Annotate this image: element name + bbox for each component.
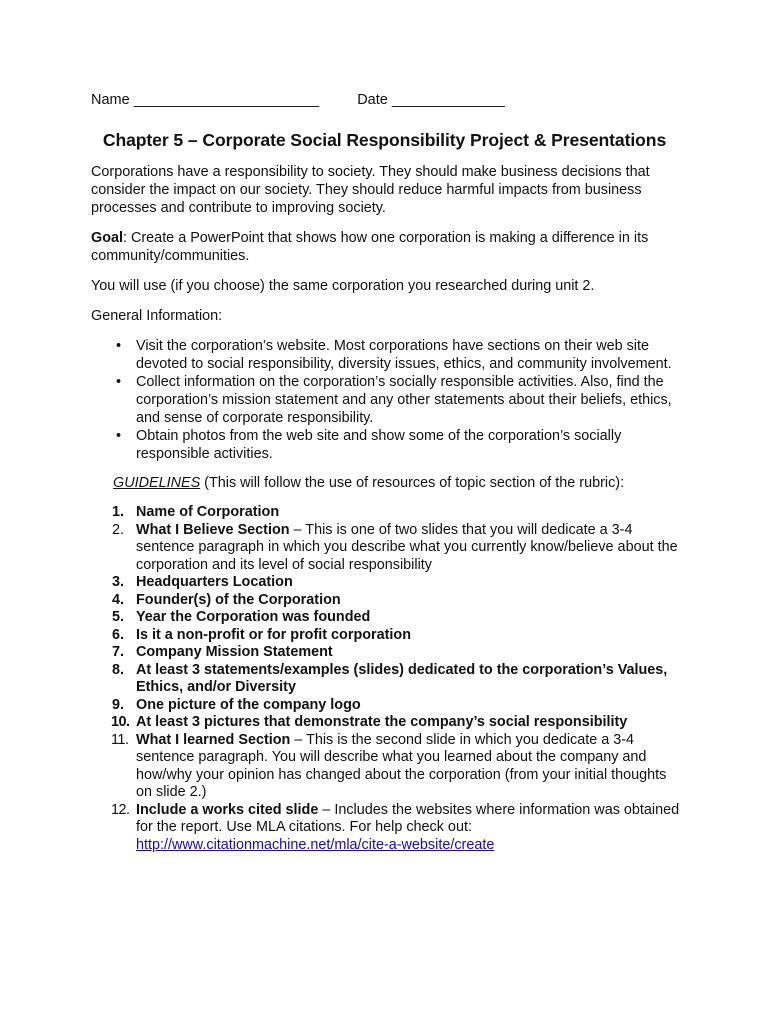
list-item (112, 504, 682, 522)
goal-paragraph (91, 229, 682, 265)
bullet-icon: • (116, 338, 122, 354)
list-item (111, 714, 682, 732)
item-number: 1. (112, 504, 125, 520)
item-title: Name of Corporation (136, 504, 280, 520)
page-title: Chapter 5 – Corporate Social Responsibility Project & Presentations (102, 130, 667, 150)
bullet-text: Visit the corporation’s website. Most corporations have sections on their web site devoted to social responsibility, diversity issues, ethics, and community involvement. (136, 338, 672, 372)
list-item (116, 427, 682, 463)
guidelines-note: (This will follow the use of resources of topic section of the rubric): (200, 475, 625, 491)
bullet-icon: • (116, 428, 122, 444)
list-item (112, 609, 682, 627)
item-number: 9. (112, 696, 125, 713)
item-title: Is it a non-profit or for profit corporation (136, 626, 411, 643)
header-line (91, 92, 682, 112)
item-number: 12. (111, 801, 130, 818)
bullet-icon: • (116, 374, 122, 390)
item-title: What I learned Section (136, 731, 291, 748)
item-number: 8. (112, 661, 125, 678)
list-item (111, 731, 682, 802)
list-item (111, 801, 682, 855)
bullet-text: Collect information on the corporation’s socially responsible activities. Also, find the corporation’s mission statement and any other statements about their beliefs, ethics, and sense of corporate responsibility. (136, 374, 672, 426)
list-item (112, 574, 682, 592)
item-number: 4. (112, 591, 125, 608)
date-field: Date ______________ (357, 92, 505, 108)
item-title: Founder(s) of the Corporation (136, 591, 341, 608)
general-info-list (91, 337, 682, 463)
list-item (112, 644, 682, 662)
item-title: Company Mission Statement (136, 644, 333, 660)
item-title: Headquarters Location (136, 574, 293, 590)
guidelines-list (91, 504, 682, 854)
item-title: At least 3 statements/examples (slides) dedicated to the corporation’s Values, Ethics, and/or Diversity (136, 661, 668, 695)
list-item (116, 373, 682, 427)
item-number: 6. (112, 626, 125, 643)
item-title: At least 3 pictures that demonstrate the company’s social responsibility (136, 714, 628, 730)
intro-paragraph: Corporations have a responsibility to society. They should make business decisions that consider the impact on our society. They should reduce harmful impacts from business processes and contribute to improving society. (91, 164, 650, 216)
list-item (112, 521, 682, 575)
item-number: 7. (112, 644, 125, 660)
item-number: 2. (112, 521, 125, 538)
list-item (112, 696, 682, 715)
item-number: 3. (112, 574, 125, 590)
goal-text: : Create a PowerPoint that shows how one corporation is making a difference in its community/communities. (91, 230, 649, 264)
list-item (112, 661, 682, 697)
list-item (112, 591, 682, 610)
item-text: – This is the second slide in which you dedicate a 3-4 sentence paragraph. You will describe what you learned about the company and how/why your opinion has changed about the corporation (from your initial thoughts on slide 2.) (136, 731, 667, 800)
name-field: Name _______________________ (91, 92, 320, 108)
goal-label: Goal (91, 230, 123, 246)
use-note: You will use (if you choose) the same corporation you researched during unit 2. (91, 278, 595, 294)
item-title: Year the Corporation was founded (136, 609, 371, 625)
item-title: Include a works cited slide (136, 801, 319, 818)
list-item (116, 337, 682, 373)
guidelines-heading (113, 474, 682, 492)
item-text: – This is one of two slides that you will dedicate a 3-4 sentence paragraph in which you describe what you currently know/believe about the corporation and its level of social responsibility (136, 521, 678, 573)
item-number: 10. (111, 714, 130, 730)
list-item (112, 626, 682, 645)
item-title: What I Believe Section (136, 521, 290, 538)
citation-link[interactable]: http://www.citationmachine.net/mla/cite-a-website/create (136, 836, 495, 853)
item-number: 11. (111, 731, 129, 748)
guidelines-title: GUIDELINES (113, 475, 201, 491)
item-text: – Includes the websites where information was obtained for the report. Use MLA citations. For help check out: (136, 801, 680, 835)
item-number: 5. (112, 609, 125, 625)
item-title: One picture of the company logo (136, 696, 361, 713)
general-heading: General Information: (91, 308, 223, 324)
bullet-text: Obtain photos from the web site and show some of the corporation’s socially responsible activities. (136, 428, 622, 462)
